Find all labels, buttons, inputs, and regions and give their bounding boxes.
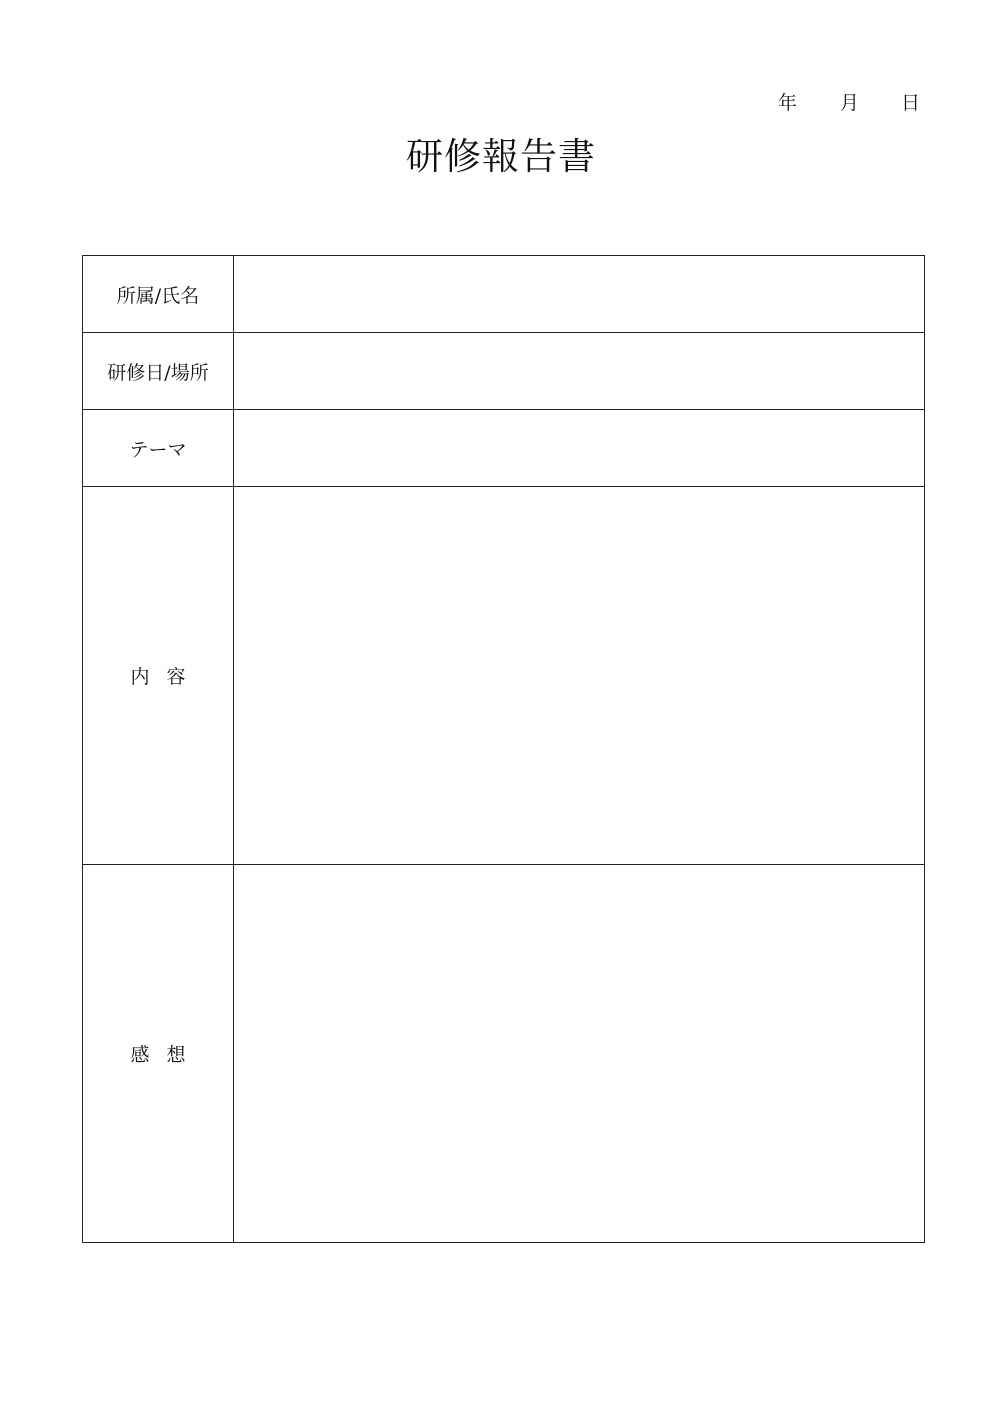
date-month-label: 月 — [840, 92, 860, 114]
content-label: 内容 — [130, 666, 203, 688]
report-form-table — [82, 255, 925, 1243]
row-training-date-place — [83, 333, 925, 410]
theme-label: テーマ — [83, 410, 234, 487]
row-content — [83, 487, 925, 865]
impressions-field[interactable] — [234, 865, 925, 1243]
theme-field[interactable] — [234, 410, 925, 487]
training-date-place-label: 研修日/場所 — [83, 333, 234, 410]
row-affiliation-name — [83, 256, 925, 333]
content-field[interactable] — [234, 487, 925, 865]
training-date-place-field[interactable] — [234, 333, 925, 410]
date-line — [760, 88, 930, 114]
affiliation-name-field[interactable] — [234, 256, 925, 333]
impressions-label-cell — [83, 865, 234, 1243]
impressions-label: 感想 — [130, 1044, 203, 1066]
date-year-label: 年 — [778, 92, 798, 114]
row-impressions — [83, 865, 925, 1243]
affiliation-name-label: 所属/氏名 — [83, 256, 234, 333]
date-day-label: 日 — [901, 92, 921, 114]
content-label-cell — [83, 487, 234, 865]
document-title: 研修報告書 — [406, 135, 596, 178]
row-theme — [83, 410, 925, 487]
